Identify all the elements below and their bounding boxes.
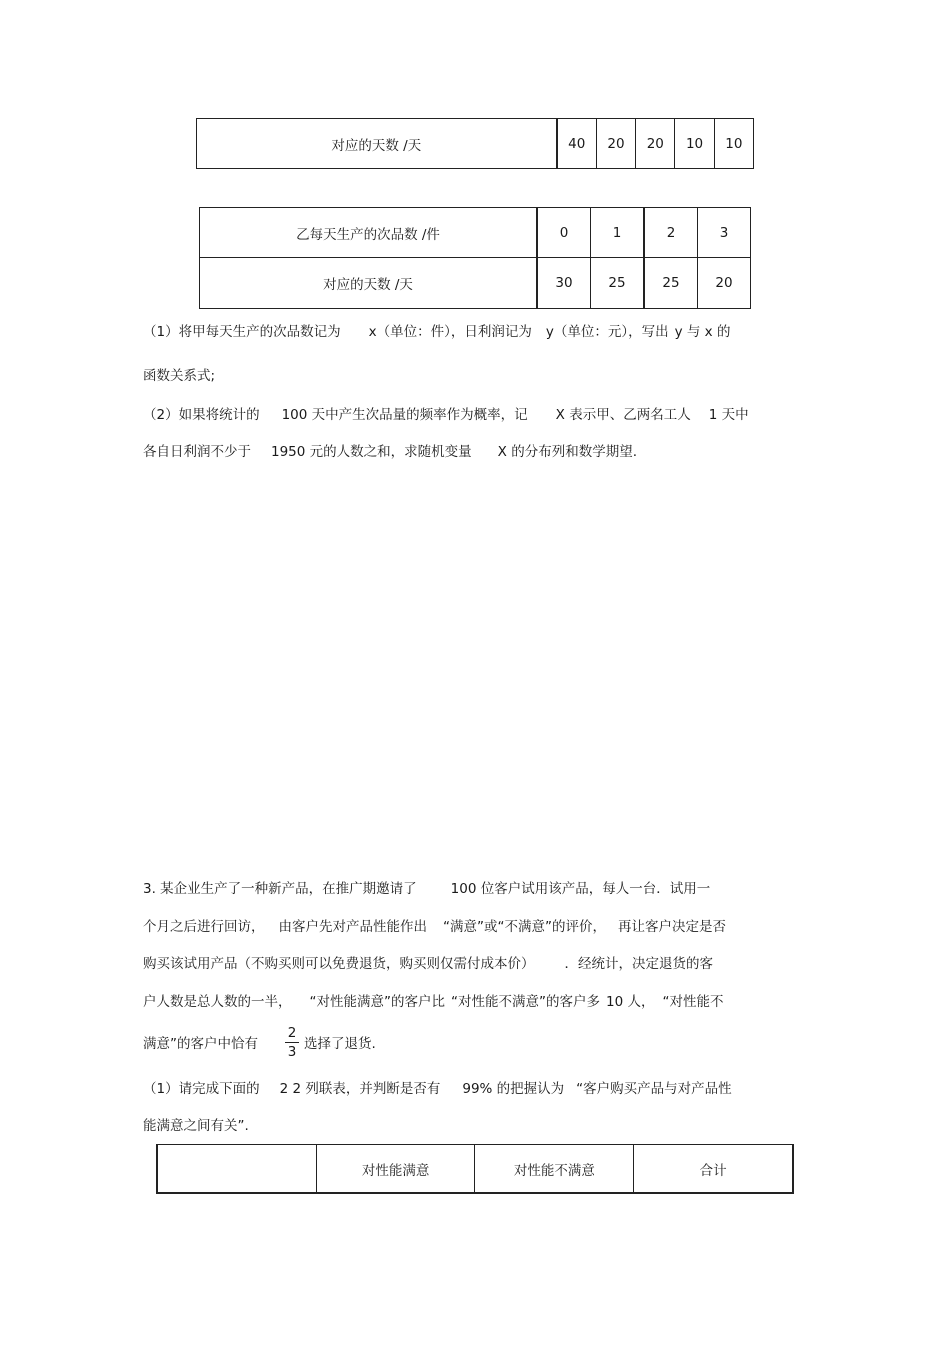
p3-sub1-line-2: 能满意之间有关”.: [143, 1118, 249, 1134]
table-b-header-cell: 2: [644, 208, 698, 258]
text-segment: 10 人，: [606, 994, 655, 1010]
text-segment: “对性能不满意”的客户多: [451, 994, 600, 1010]
text-segment: 户人数是总人数的一半，: [143, 994, 292, 1010]
table-a-cell: 10: [675, 119, 714, 169]
text-segment: 99% 的把握认为: [462, 1081, 565, 1097]
text-segment: （1）将甲每天生产的次品数记为: [143, 324, 341, 340]
q1-line-2: 函数关系式;: [143, 368, 216, 384]
table-a-cell: 10: [714, 119, 753, 169]
q2-line-2: [143, 442, 637, 462]
table-b-cell: 25: [591, 258, 645, 309]
text-segment: （2）如果将统计的: [143, 407, 260, 423]
table-a-cell: 20: [596, 119, 635, 169]
table-b-header-cell: 0: [537, 208, 591, 258]
text-segment: 购买该试用产品（不购买则可以免费退货，购买则仅需付成本价）: [143, 956, 535, 972]
table-b-row-label: 对应的天数 /天: [200, 258, 538, 309]
q2-line-1: [143, 405, 749, 425]
p3-line-1: [143, 879, 710, 899]
table-c-header-cell: [157, 1145, 316, 1194]
p3-line-2: [143, 917, 726, 937]
table-a-cell: 40: [557, 119, 597, 169]
fraction-bar: [285, 1042, 299, 1043]
table-c-header-cell: 合计: [634, 1145, 793, 1194]
text-segment: 3. 某企业生产了一种新产品，在推广期邀请了: [143, 881, 417, 897]
text-segment: x（单位：件），日利润记为: [368, 324, 532, 340]
text-segment: X 的分布列和数学期望.: [497, 444, 637, 460]
p3-line-4: [143, 992, 723, 1012]
q1-line-1: [143, 322, 730, 342]
p3-sub1-line-1: [143, 1079, 732, 1099]
text-segment: “对性能不: [662, 994, 724, 1010]
text-segment: “对性能满意”的客户比: [309, 994, 445, 1010]
table-a-row-label: 对应的天数 /天: [197, 119, 557, 169]
fraction-two-thirds: [285, 1025, 299, 1060]
table-row: [157, 1145, 793, 1194]
text-segment: 2 2 列联表，并判断是否有: [279, 1081, 441, 1097]
p3-line-5-before: 满意”的客户中恰有: [143, 1036, 258, 1052]
text-segment: 100 天中产生次品量的频率作为概率，记: [281, 407, 528, 423]
text-segment: “客户购买产品与对产品性: [576, 1081, 732, 1097]
table-b-header-cell: 3: [698, 208, 751, 258]
p3-line-5-after: 选择了退货.: [304, 1036, 376, 1052]
text-segment: ．经统计，决定退货的客: [564, 956, 713, 972]
text-segment: 个月之后进行回访，: [143, 919, 265, 935]
fraction-denominator: 3: [287, 1044, 297, 1060]
text-segment: 各自日利润不少于: [143, 444, 251, 460]
table-b-cell: 30: [537, 258, 591, 309]
text-segment: 由客户先对产品性能作出: [278, 919, 427, 935]
table-c-header-cell: 对性能满意: [316, 1145, 475, 1194]
table-b-header-cell: 1: [591, 208, 645, 258]
text-segment: （1）请完成下面的: [143, 1081, 260, 1097]
table-row: [200, 208, 751, 258]
fraction-numerator: 2: [287, 1025, 297, 1041]
p3-line-3: [143, 954, 713, 974]
table-c-header-cell: 对性能不满意: [475, 1145, 634, 1194]
text-segment: y（单位：元），写出: [545, 324, 669, 340]
table-b-cell: 25: [644, 258, 698, 309]
text-segment: 1 天中: [708, 407, 749, 423]
text-segment: “满意”或“不满意”的评价，: [443, 919, 606, 935]
text-segment: X 表示甲、乙两名工人: [555, 407, 691, 423]
text-segment: y 与 x 的: [674, 324, 731, 340]
table-row: [200, 258, 751, 309]
text-segment: 100 位客户试用该产品，每人一台．试用一: [450, 881, 711, 897]
table-b-cell: 20: [698, 258, 751, 309]
table-b-header-label: 乙每天生产的次品数 /件: [200, 208, 538, 258]
table-a-cell: 20: [636, 119, 675, 169]
table-b: [199, 207, 751, 309]
table-row: [197, 119, 754, 169]
text-segment: 再让客户决定是否: [617, 919, 726, 935]
table-c: [156, 1144, 794, 1194]
table-a: [196, 118, 754, 169]
text-segment: 1950 元的人数之和，求随机变量: [271, 444, 472, 460]
